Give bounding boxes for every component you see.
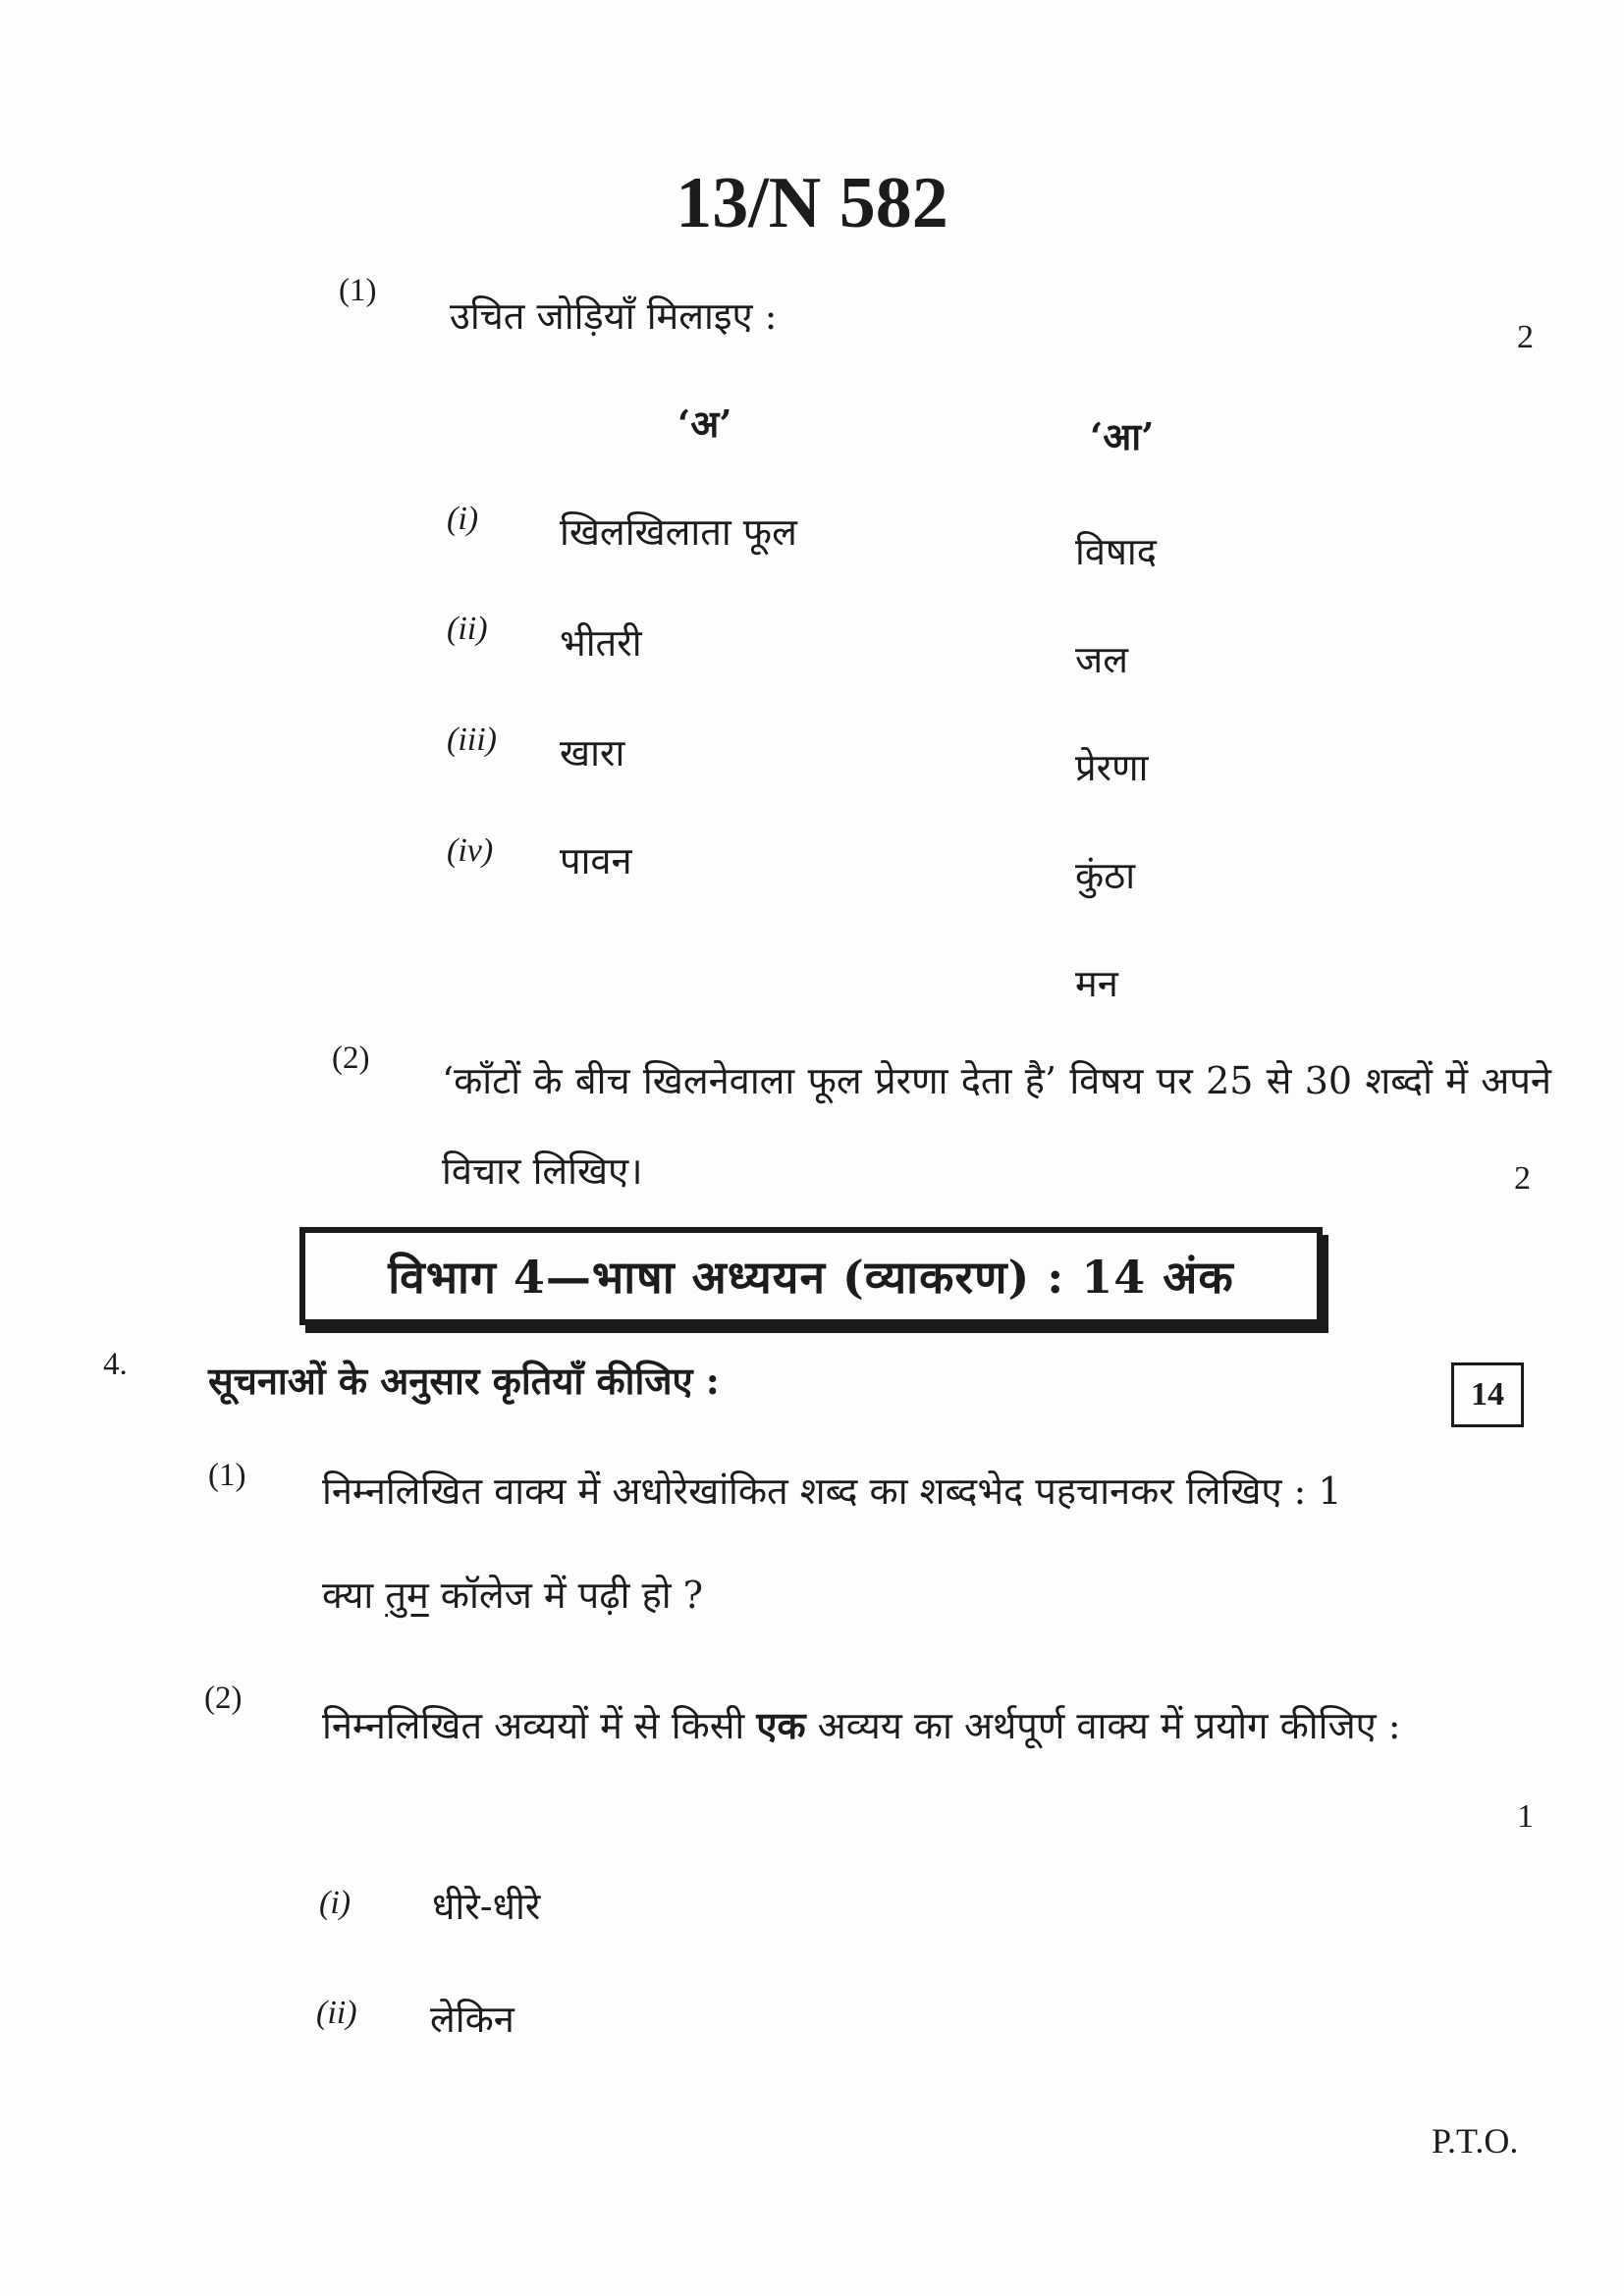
q2-number: (2) bbox=[332, 1041, 370, 1076]
option-2: लेकिन bbox=[430, 1998, 514, 2041]
col-a-roman-2: (ii) bbox=[447, 611, 488, 647]
sub2-text-end: अव्यय का अर्थपूर्ण वाक्य में प्रयोग कीजिए : bbox=[817, 1704, 1401, 1747]
col-a-roman-3: (iii) bbox=[447, 721, 497, 758]
sub2-bold-word: एक bbox=[756, 1703, 806, 1747]
col-b-item-3: प्रेरणा bbox=[1075, 746, 1149, 789]
col-a-item-1: खिलखिलाता फूल bbox=[560, 510, 797, 554]
q1-marks: 2 bbox=[1517, 319, 1534, 355]
col-b-item-4: कुंठा bbox=[1075, 854, 1136, 897]
section-title: विभाग 4—भाषा अध्ययन (व्याकरण) : 14 अंक bbox=[388, 1251, 1234, 1304]
col-b-item-1: विषाद bbox=[1075, 530, 1157, 573]
option-1: धीरे-धीरे bbox=[432, 1885, 541, 1928]
col-a-item-3: खारा bbox=[560, 731, 625, 774]
col-a-roman-4: (iv) bbox=[447, 832, 494, 869]
q1-number: (1) bbox=[339, 273, 377, 308]
q4-sub2-marks: 1 bbox=[1517, 1798, 1534, 1835]
q4-sub1-sentence bbox=[322, 1569, 703, 1620]
col-a-roman-1: (i) bbox=[447, 501, 479, 537]
q4-instruction: सूचनाओं के अनुसार कृतियाँ कीजिए : bbox=[208, 1359, 720, 1403]
sentence-word-kya: क्या bbox=[322, 1574, 374, 1617]
q1-prompt: उचित जोड़ियाँ मिलाइए : bbox=[450, 294, 778, 338]
underlined-word: तुम bbox=[385, 1574, 429, 1617]
q2-text: ‘काँटों के बीच खिलनेवाला फूल प्रेरणा देता है’ विषय पर 25 से 30 शब्दों में अपने विचार लिखिए। bbox=[442, 1059, 1551, 1193]
q2-marks: 2 bbox=[1514, 1160, 1531, 1197]
q4-sub1-number: (1) bbox=[208, 1458, 246, 1493]
section-heading-box bbox=[299, 1227, 1323, 1325]
sentence-rest: कॉलेज में पढ़ी हो ? bbox=[440, 1574, 704, 1617]
col-b-item-2: जल bbox=[1075, 638, 1128, 681]
q4-sub2-number: (2) bbox=[204, 1681, 243, 1716]
column-a-heading: ‘अ’ bbox=[677, 401, 732, 446]
q4-marks-box: 14 bbox=[1451, 1362, 1524, 1427]
col-a-item-4: पावन bbox=[560, 839, 632, 882]
option-roman-2: (ii) bbox=[316, 1995, 357, 2031]
paper-code: 13/N 582 bbox=[676, 163, 948, 243]
q4-number: 4. bbox=[103, 1347, 128, 1382]
option-roman-1: (i) bbox=[319, 1885, 352, 1921]
q4-sub1-text: निम्नलिखित वाक्य में अधोरेखांकित शब्द का शब्दभेद पहचानकर लिखिए : 1 bbox=[322, 1469, 1342, 1513]
column-b-heading: ‘आ’ bbox=[1090, 414, 1155, 458]
q4-sub2-text bbox=[322, 1686, 1530, 1765]
pto-label: P.T.O. bbox=[1432, 2121, 1519, 2161]
sub2-text-start: निम्नलिखित अव्ययों में से किसी bbox=[322, 1704, 745, 1747]
col-b-item-5: मन bbox=[1075, 962, 1118, 1005]
col-a-item-2: भीतरी bbox=[560, 621, 642, 665]
